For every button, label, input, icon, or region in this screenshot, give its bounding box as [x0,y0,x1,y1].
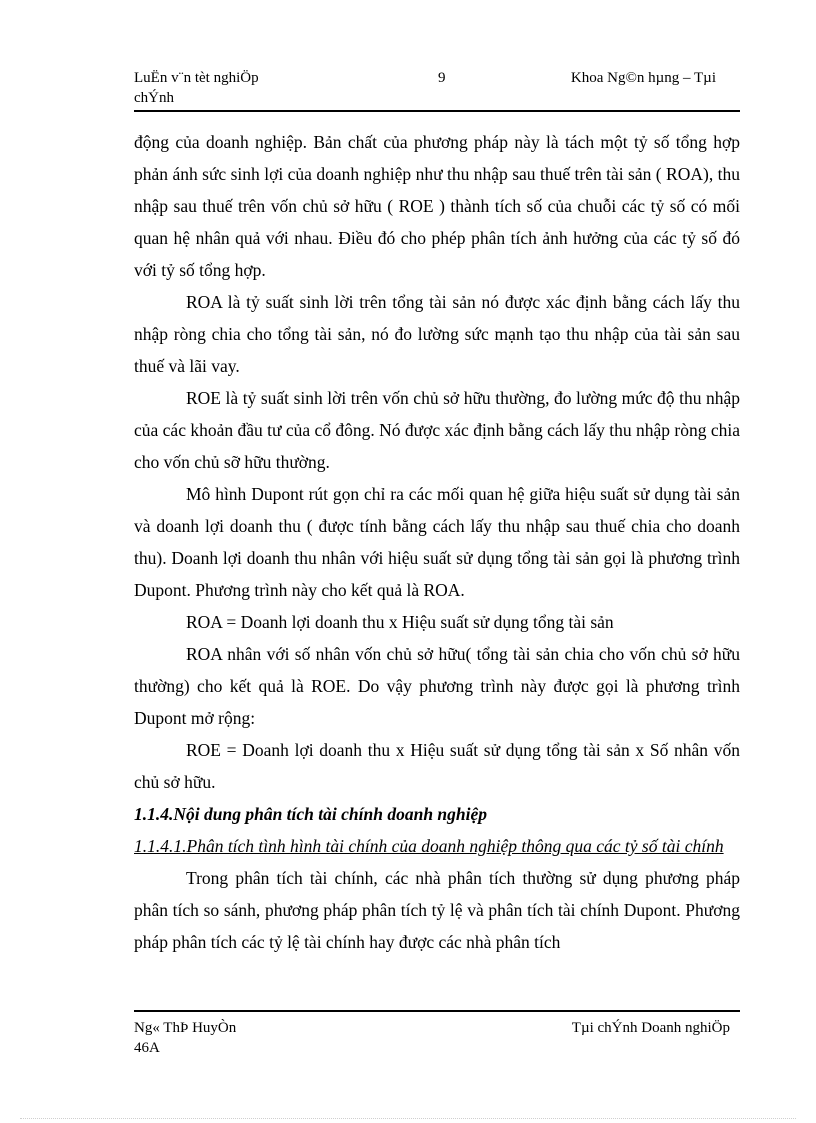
page-number: 9 [438,70,446,86]
subsection-heading: 1.1.4.1.Phân tích tình hình tài chính của doanh nghiệp thông qua các tỷ số tài chính [134,836,724,856]
section-heading: 1.1.4.Nội dung phân tích tài chính doanh nghiệp [134,804,488,824]
header-thesis-title [134,68,334,108]
page-edge-divider [20,1118,796,1119]
formula-roa: ROA = Doanh lợi doanh thu x Hiệu suất sử dụng tổng tài sản [186,612,614,632]
header-faculty: Khoa Ng©n hµng – Tµi [570,70,716,86]
footer-department: Tµi chÝnh Doanh nghiÖp [571,1020,730,1036]
paragraph-dupont-model: Mô hình Dupont rút gọn chỉ ra các mối quan hệ giữa hiệu suất sử dụng tài sản và doanh lợi doanh thu ( được tính bằng cách lấy thu nhập sau thuế chia cho doanh thu). Doanh lợi doanh thu nhân với hiệu suất sử dụng tổng tài sản gọi là phương trình Dupont. Phương trình này cho kết quả là ROA. [134,484,740,600]
document-body [134,126,740,958]
footer-author [134,1018,236,1058]
header-left-line2: chÝnh [134,90,174,106]
paragraph-roe-definition: ROE là tỷ suất sinh lời trên vốn chủ sở hữu thường, đo lường mức độ thu nhập của các khoản đầu tư của cổ đông. Nó được xác định bằng cách lấy thu nhập ròng chia cho vốn chủ sỡ hữu thường. [134,388,740,472]
paragraph-roa-definition: ROA là tỷ suất sinh lời trên tổng tài sản nó được xác định bằng cách lấy thu nhập ròng chia cho tổng tài sản, nó đo lường sức mạnh tạo thu nhập của tài sản sau thuế và lãi vay. [134,292,740,376]
footer-left-line1: Ng« ThÞ HuyÒn [134,1020,237,1036]
header-left-line1: LuËn v¨n tèt nghiÖp [134,70,259,86]
page-footer [134,1010,740,1056]
page-header [134,68,740,112]
formula-roe: ROE = Doanh lợi doanh thu x Hiệu suất sử dụng tổng tài sản x Số nhân vốn chủ sở hữu. [134,740,740,792]
paragraph-roe-extended: ROA nhân với số nhân vốn chủ sở hữu( tổng tài sản chia cho vốn chủ sở hữu thường) cho kết quả là ROE. Do vậy phương trình này được gọi là phương trình Dupont mở rộng: [134,644,740,728]
footer-left-line2: 46A [134,1040,160,1056]
paragraph-analysis-methods: Trong phân tích tài chính, các nhà phân tích thường sử dụng phương pháp phân tích so sánh, phương pháp phân tích tỷ lệ và phân tích tài chính Dupont. Phương pháp phân tích các tỷ lệ tài chính hay được các nhà phân tích [134,868,740,952]
paragraph-dupont-intro: động của doanh nghiệp. Bản chất của phương pháp này là tách một tỷ số tổng hợp phản ánh sức sinh lợi của doanh nghiệp như thu nhập sau thuế trên tài sản ( ROA), thu nhập sau thuế trên vốn chủ sở hữu ( ROE ) thành tích số của chuỗi các tỷ số có mối quan hệ nhân quả với nhau. Điều đó cho phép phân tích ảnh hưởng của các tỷ số đó với tỷ số tổng hợp. [134,132,740,280]
